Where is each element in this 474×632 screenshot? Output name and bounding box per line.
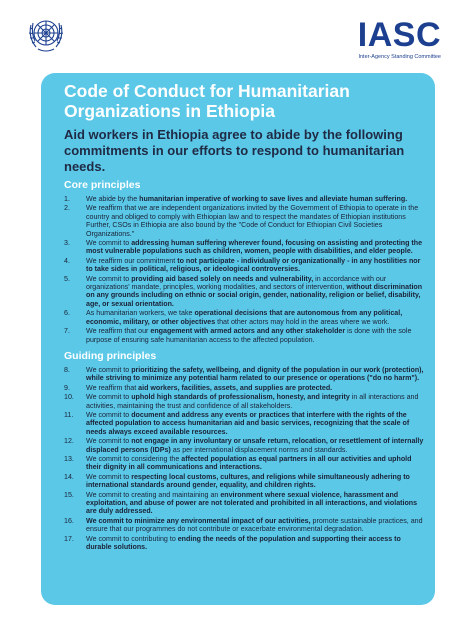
- plain-text: as per international displacement norms and standards.: [170, 445, 348, 454]
- plain-text: We reaffirm that our: [86, 327, 151, 336]
- item-number: 11.: [64, 410, 74, 419]
- list-item: [64, 437, 424, 454]
- bold-text: to not participate - individually or organizationally - in any hostilities nor to take sides in political, religious, or ideological controversies.: [86, 256, 421, 274]
- list-item: [64, 275, 424, 309]
- item-number: 9.: [64, 383, 70, 392]
- list-item: [64, 473, 424, 490]
- bold-text: addressing human suffering wherever found, focusing on assisting and protecting the most vulnerable populations such as children, women, people with disabilities, and elder people.: [86, 239, 423, 256]
- item-number: 5.: [64, 274, 70, 283]
- item-number: 8.: [64, 365, 70, 374]
- list-item: [64, 257, 424, 274]
- item-text: [86, 195, 424, 203]
- plain-text: that other actors may hold in the areas where we work.: [215, 317, 390, 326]
- item-number: 2.: [64, 204, 70, 213]
- iasc-logo-subtitle: Inter-Agency Standing Committee: [358, 54, 441, 60]
- bold-text: not engage in any involuntary or unsafe return, relocation, or resettlement of internally displaced persons (IDPs): [86, 437, 424, 454]
- plain-text: promote sustainable practices, and ensure that our programmes do not contribute or exacerbate environmental degradation.: [86, 516, 423, 534]
- core-principles-list: [64, 195, 424, 344]
- item-text: [86, 366, 424, 383]
- plain-text: We commit to creating and maintaining an: [86, 490, 221, 499]
- plain-text: We reaffirm that: [86, 383, 139, 392]
- bold-text: aid workers, facilities, assets, and supplies are protected.: [138, 383, 333, 392]
- plain-text: We commit to: [86, 437, 132, 446]
- item-text: [86, 411, 424, 436]
- page-header: [0, 0, 474, 72]
- item-text: [86, 455, 424, 472]
- plain-text: We commit to considering the: [86, 454, 182, 463]
- item-number: 6.: [64, 309, 70, 318]
- plain-text: As humanitarian workers, we take: [86, 309, 195, 318]
- item-number: 15.: [64, 490, 74, 499]
- plain-text: We commit to contributing to: [86, 534, 178, 543]
- item-number: 10.: [64, 393, 74, 402]
- item-number: 17.: [64, 534, 74, 543]
- plain-text: We commit to: [86, 472, 132, 481]
- bold-text: environment where sexual violence, harassment and exploitation, and abuse of power are not tolerated and prohibited in all interactions, and violations are duly addressed.: [86, 490, 418, 516]
- list-item: [64, 535, 424, 552]
- list-item: [64, 384, 424, 392]
- list-item: [64, 239, 424, 256]
- list-item: [64, 393, 424, 410]
- plain-text: We abide by the: [86, 195, 140, 203]
- item-number: 16.: [64, 516, 74, 525]
- list-item: [64, 491, 424, 516]
- item-number: 7.: [64, 327, 70, 336]
- item-text: [86, 393, 424, 410]
- plain-text: in accordance with our organizations' mandate, principles, working modalities, and sectors of intervention,: [86, 274, 387, 292]
- iasc-logo: [358, 18, 441, 60]
- bold-text: respecting local customs, cultures, and religions while simultaneously adhering to international standards around gender, equality, and children rights.: [86, 472, 410, 490]
- plain-text: We commit to: [86, 365, 132, 374]
- title-line-1: Code of Conduct for Humanitarian: [64, 81, 350, 101]
- item-text: [86, 491, 424, 516]
- item-text: [86, 327, 424, 344]
- item-text: [86, 275, 424, 309]
- item-number: 14.: [64, 472, 74, 481]
- item-number: 4.: [64, 256, 70, 265]
- list-item: [64, 195, 424, 203]
- item-text: [86, 257, 424, 274]
- plain-text: is done with the sole purpose of ensuring safe humanitarian access to the affected population.: [86, 327, 412, 344]
- bold-text: engagement with armed actors and any other stakeholder: [150, 327, 346, 336]
- item-text: [86, 239, 424, 256]
- item-text: [86, 517, 424, 534]
- item-text: [86, 204, 424, 238]
- item-text: [86, 309, 424, 326]
- list-item: [64, 411, 424, 436]
- bold-text: operational decisions that are autonomous from any political, economic, military, or other objectives: [86, 309, 403, 326]
- panel-content: [64, 81, 424, 552]
- guiding-principles-heading: Guiding principles: [64, 349, 157, 362]
- plain-text: We commit to: [86, 274, 132, 283]
- plain-text: We commit to: [86, 239, 132, 248]
- bold-text: providing aid based solely on needs and vulnerability,: [131, 274, 314, 283]
- bold-text: uphold high standards of professionalism, honesty, and integrity: [131, 393, 350, 402]
- page-title: [64, 81, 424, 121]
- item-number: 12.: [64, 437, 74, 446]
- list-item: [64, 455, 424, 472]
- bold-text: affected population as equal partners in all our activities and uphold their dignity in all communications and interactions.: [86, 454, 412, 472]
- list-item: [64, 517, 424, 534]
- list-item: [64, 366, 424, 383]
- content-panel: [41, 73, 435, 605]
- list-item: [64, 309, 424, 326]
- bold-text: humanitarian imperative of working to save lives and alleviate human suffering.: [139, 195, 408, 203]
- plain-text: in all interactions and activities, maintaining the trust and confidence of all stakeholders.: [86, 393, 419, 410]
- title-line-2: Organizations in Ethiopia: [64, 101, 275, 121]
- item-text: [86, 535, 424, 552]
- list-item: [64, 327, 424, 344]
- bold-text: We commit to minimize any environmental impact of our activities,: [86, 516, 311, 525]
- guiding-principles-list: [64, 366, 424, 552]
- item-text: [86, 437, 424, 454]
- bold-text: without discrimination on any grounds including on ethnic or social origin, gender, nationality, religion or belief, disability, age, or sexual orientation.: [86, 283, 423, 308]
- item-text: [86, 384, 424, 392]
- item-number: 3.: [64, 239, 70, 248]
- plain-text: We commit to: [86, 410, 132, 419]
- iasc-logo-text: IASC: [357, 16, 441, 54]
- intro-statement: Aid workers in Ethiopia agree to abide by the following commitments in our efforts to respond to humanitarian needs.: [64, 127, 405, 174]
- bold-text: ending the needs of the population and supporting their access to durable solutions.: [86, 534, 401, 552]
- bold-text: document and address any events or practices that interfere with the rights of the affected population to access humanitarian aid and basic services, recognizing that the scale of needs always exceed available resources.: [86, 410, 410, 436]
- plain-text: We commit to: [86, 393, 132, 402]
- bold-text: prioritizing the safety, wellbeing, and dignity of the population in our work (protection), while striving to minimize any potential harm related to our presence or operations ("do no harm").: [86, 365, 424, 383]
- core-principles-heading: Core principles: [64, 179, 141, 191]
- item-number: 1.: [64, 195, 70, 203]
- item-number: 13.: [64, 454, 74, 463]
- list-item: [64, 204, 424, 238]
- plain-text: We reaffirm that we are independent organizations invited by the Government of Ethiopia to operate in the country and obliged to comply with Ethiopian law and to respect the mandates of Ethiopian institutions Further, CSOs in Ethiopia are also bound by the "Code of Conduct for Ethiopian Civil Societies Organizations.": [86, 204, 419, 238]
- item-text: [86, 473, 424, 490]
- un-emblem-icon: [24, 13, 68, 57]
- plain-text: We reaffirm our commitment: [86, 256, 178, 265]
